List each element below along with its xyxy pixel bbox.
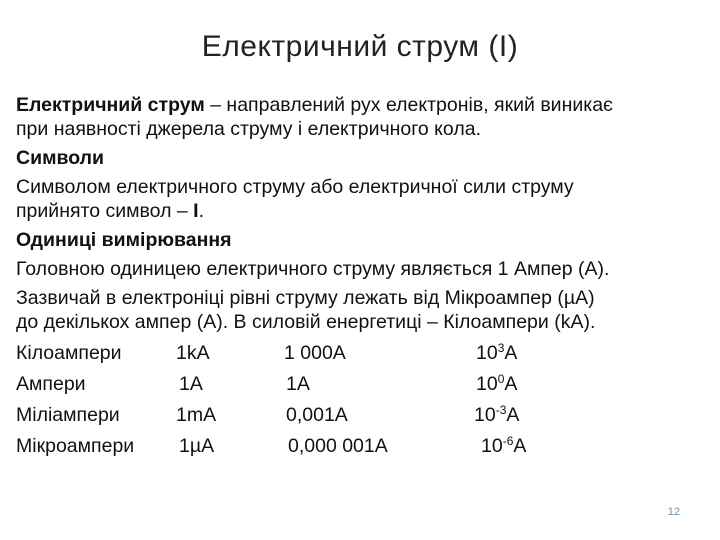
unit-name: Кілоампери [16,342,122,364]
table-row [16,341,716,372]
unit-symbol: 1kА [176,342,210,364]
units-heading: Одиниці вимірювання [16,229,232,251]
symbols-heading: Символи [16,147,105,169]
power-base: 10 [481,435,503,457]
unit-symbol: 1µА [179,435,215,457]
power-exponent: -3 [495,403,507,417]
slide-body [16,93,716,465]
definition-text: – направлений рух електронів, який виникає [204,94,613,116]
table-row [16,372,716,403]
units-line-1: Головною одиницею електричного струму являється 1 Ампер (А). [16,258,610,280]
symbols-line-2 [16,199,716,223]
units-line-3: до декількох ампер (А). В силовій енергетиці – Кілоампери (kА). [16,311,596,333]
current-symbol: I [193,200,199,222]
unit-value: 0,001А [286,404,348,426]
power-base: 10 [476,342,498,364]
unit-name: Міліампери [16,404,120,426]
unit-value: 1А [286,373,310,395]
units-table [16,341,716,465]
unit-symbol: 1А [179,373,203,395]
unit-name: Ампери [16,373,86,395]
symbols-suffix: . [198,200,205,222]
power-base: 10 [476,373,498,395]
definition-line-2: при наявності джерела струму і електричного кола. [16,118,481,140]
unit-power [481,434,526,458]
table-row [16,434,716,465]
symbols-line-1: Символом електричного струму або електричної сили струму [16,176,574,198]
unit-power [474,403,519,427]
unit-name: Мікроампери [16,435,135,457]
page-number: 12 [667,506,680,518]
power-base: 10 [474,404,496,426]
power-unit: А [504,373,518,395]
unit-value: 0,000 001А [288,435,388,457]
power-unit: А [506,404,520,426]
power-unit: А [513,435,527,457]
power-exponent: 3 [497,341,505,355]
power-unit: А [504,342,518,364]
slide-title: Електричний струм (І) [201,30,519,63]
unit-power [476,372,517,396]
table-row [16,403,716,434]
unit-power [476,341,517,365]
unit-symbol: 1mА [176,404,217,426]
symbols-prefix: прийнято символ – [16,200,194,222]
power-exponent: -6 [502,434,514,448]
definition-term: Електричний струм [16,94,205,116]
power-exponent: 0 [497,372,505,386]
unit-value: 1 000А [284,342,346,364]
definition-line-1 [16,93,716,117]
units-line-2: Зазвичай в електроніці рівні струму лежать від Мікроампер (µА) [16,287,595,309]
